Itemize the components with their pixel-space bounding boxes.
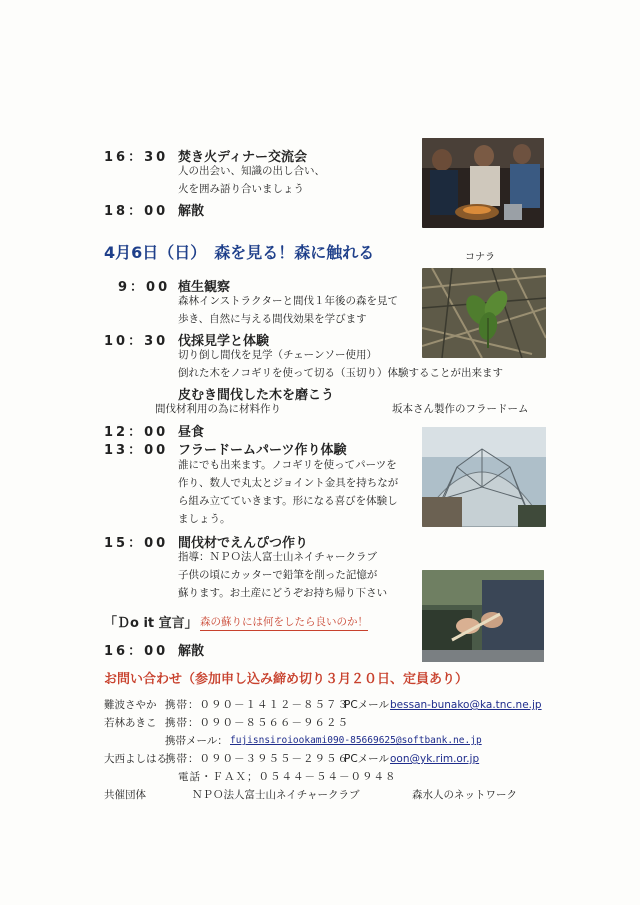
contact-phone-namba: 携帯：０９０－１４１２－８５７３ [165,699,349,711]
desc-bonfire-line1: 人の出会い、知識の出し合い、 [178,165,325,177]
title-logging: 伐採見学と体験 [178,334,270,349]
contact-name-onishi: 大西よしはる [104,753,167,765]
desc-vegetation-line2: 歩き、自然に与える間伐効果を学びます [178,313,367,325]
fuller-dome-photo [422,427,546,527]
caption-konara: コナラ [465,252,495,263]
doit-text: 森の蘇りには何をしたら良いのか！ [200,614,368,631]
contact-name-namba: 難波さやか [104,699,157,711]
time-1300: 13：00 [104,443,169,458]
time-1600: 16：00 [104,644,169,659]
contact-mobile-mail-label: 携帯メール： [165,735,228,747]
title-fuller-dome: フラードームパーツ作り体験 [178,443,347,458]
title-bonfire-dinner: 焚き火ディナー交流会 [178,150,307,165]
desc-dome-line4: ましょう。 [178,513,231,525]
contact-pc-label-onishi: PCメール [344,753,389,765]
desc-pencil-line2: 子供の頃にカッターで鉛筆を削った記憶が [178,569,378,581]
email-link-namba[interactable]: bessan-bunako@ka.tnc.ne.jp [390,699,542,711]
contact-phone-wakabayashi: 携帯：０９０－８５６６－９６２５ [165,717,349,729]
contact-tel-fax: 電話・ＦＡＸ；０５４４－５４－０９４８ [178,771,397,783]
cohost-mori-mizu-hito: 森水人のネットワーク [412,789,517,801]
desc-dome-line2: 作り、数人で丸太とジョイント金具を持ちなが [178,477,399,489]
contact-heading: お問い合わせ（参加申し込み締め切り３月２０日、定員あり） [104,672,469,687]
cohost-nature-club: ＮＰＯ法人富士山ネイチャークラブ [192,789,360,801]
title-bark-polish: 皮むき間伐した木を磨こう [178,388,335,403]
contact-name-wakabayashi: 若林あきこ [104,717,157,729]
pencil-making-photo [422,570,544,662]
title-pencil: 間伐材でえんぴつ作り [178,536,309,551]
title-dismiss-day2: 解散 [178,644,205,659]
email-link-onishi[interactable]: oon@yk.rim.or.jp [390,753,480,765]
konara-leaf-photo [422,268,546,358]
caption-fuller-dome: 坂本さん製作のフラードーム [392,403,529,415]
time-1630: 16：30 [104,150,169,165]
title-vegetation: 植生観察 [178,280,231,295]
desc-logging-line2: 倒れた木をノコギリを使って切る（玉切り）体験することが出来ます [178,367,503,379]
desc-bonfire-line2: 火を囲み語り合いましょう [178,183,304,195]
email-link-wakabayashi[interactable]: fujisnsiroiookami090-85669625@softbank.ne.jp [230,735,482,746]
contact-pc-label-namba: PCメール [344,699,389,711]
title-dismiss-day1: 解散 [178,204,205,219]
desc-dome-line1: 誰にでも出来ます。ノコギリを使ってパーツを [178,459,397,471]
time-0900: 9：00 [118,280,171,295]
desc-pencil-line3: 蘇ります。お土産にどうぞお持ち帰り下さい [178,587,388,599]
time-1030: 10：30 [104,334,169,349]
time-1500: 15：00 [104,536,169,551]
cohost-label: 共催団体 [104,789,146,801]
desc-vegetation-line1: 森林インストラクターと間伐１年後の森を見て [178,295,398,307]
title-lunch: 昼食 [178,425,205,440]
doit-label: 「Ｄo it 宣言」 [104,616,198,631]
desc-logging-line1: 切り倒し間伐を見学（チェーンソー使用） [178,349,377,361]
time-1800: 18：00 [104,204,169,219]
desc-bark-polish: 間伐材利用の為に材料作り [155,403,281,415]
time-1200: 12：00 [104,425,169,440]
campfire-photo [422,138,544,228]
desc-dome-line3: ら組み立てていきます。形になる喜びを体験し [178,495,398,507]
contact-phone-onishi: 携帯：０９０－３９５５－２９５６ [165,753,349,765]
day2-heading: 4月6日（日） 森を見る！森に触れる [104,243,375,262]
desc-pencil-line1: 指導：ＮＰＯ法人富士山ネイチャークラブ [178,551,377,563]
